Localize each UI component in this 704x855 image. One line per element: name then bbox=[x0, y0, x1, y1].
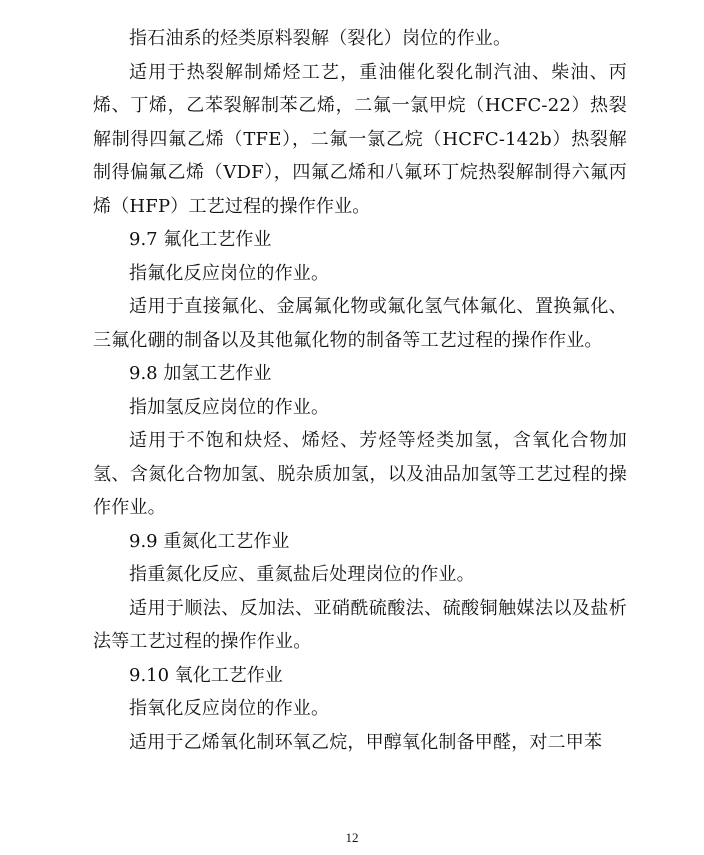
page-number: 12 bbox=[345, 830, 359, 845]
paragraph: 指加氢反应岗位的作业。 bbox=[129, 396, 330, 418]
page-content bbox=[93, 22, 627, 759]
section-heading: 9.9 重氮化工艺作业 bbox=[129, 530, 290, 552]
paragraph: 适用于不饱和炔烃、烯烃、芳烃等烃类加氢，含氧化合物加氢、含氮化合物加氢、脱杂质加氢，以及油品加氢等工艺过程的操作作业。 bbox=[93, 430, 627, 518]
paragraph: 适用于乙烯氧化制环氧乙烷，甲醇氧化制备甲醛，对二甲苯 bbox=[129, 731, 603, 753]
paragraph: 适用于热裂解制烯烃工艺，重油催化裂化制汽油、柴油、丙烯、丁烯，乙苯裂解制苯乙烯，二氟一氯甲烷（HCFC-22）热裂解制得四氟乙烯（TFE），二氟一氯乙烷（HCFC-142b）热裂解制得偏氟乙烯（VDF），四氟乙烯和八氟环丁烷热裂解制得六氟丙烯（HFP）工艺过程的操作作业。 bbox=[93, 61, 627, 217]
paragraph: 适用于顺法、反加法、亚硝酰硫酸法、硫酸铜触媒法以及盐析法等工艺过程的操作作业。 bbox=[93, 597, 627, 652]
paragraph: 指氧化反应岗位的作业。 bbox=[129, 698, 330, 719]
paragraph: 指氟化反应岗位的作业。 bbox=[129, 262, 330, 284]
section-heading: 9.8 加氢工艺作业 bbox=[129, 363, 272, 384]
paragraph: 指石油系的烃类原料裂解（裂化）岗位的作业。 bbox=[129, 28, 512, 49]
section-heading: 9.7 氟化工艺作业 bbox=[129, 229, 272, 250]
paragraph: 指重氮化反应、重氮盐后处理岗位的作业。 bbox=[129, 564, 475, 585]
paragraph: 适用于直接氟化、金属氟化物或氟化氢气体氟化、置换氟化、三氟化硼的制备以及其他氟化物的制备等工艺过程的操作作业。 bbox=[93, 296, 627, 351]
section-heading: 9.10 氧化工艺作业 bbox=[129, 664, 283, 686]
